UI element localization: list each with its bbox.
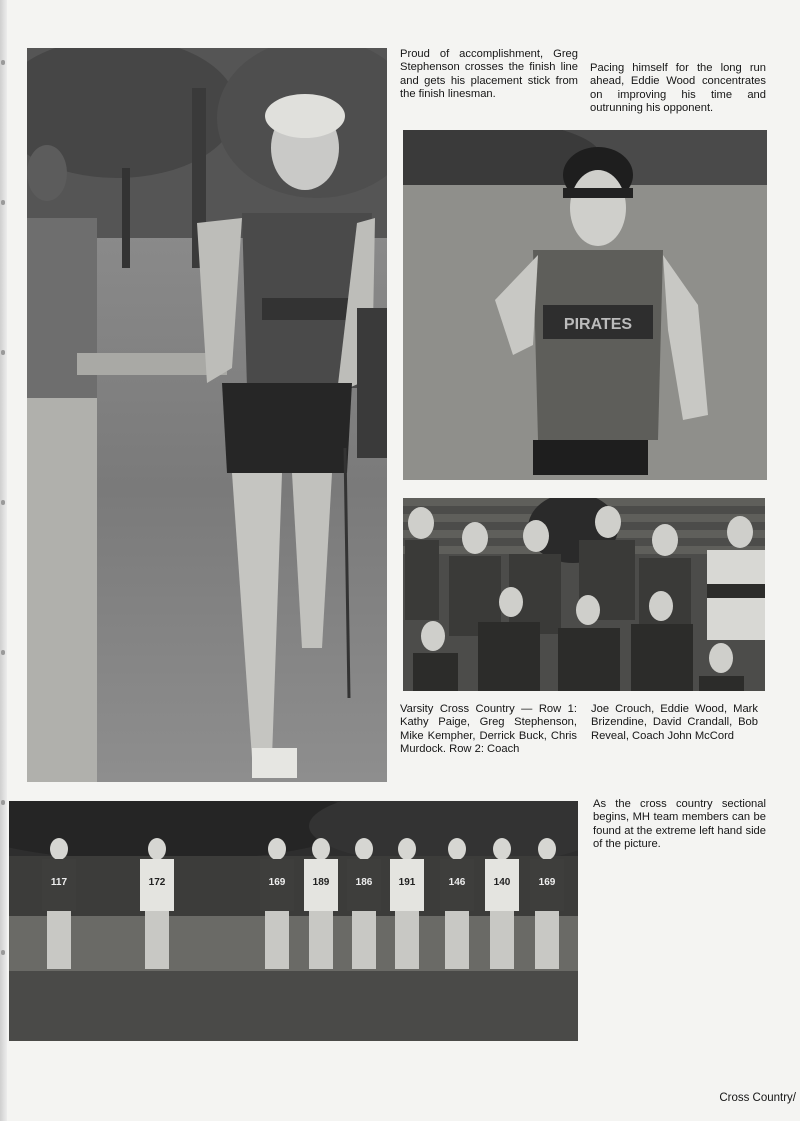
runner-legs — [352, 911, 376, 969]
team-caption-col2: Joe Crouch, Eddie Wood, Mark Brizendine, David Crandall, Bob Reveal, Coach John McCord — [591, 703, 758, 742]
runner-head — [312, 838, 330, 860]
runner-head — [268, 838, 286, 860]
runner-bib-number: 191 — [398, 877, 416, 888]
runner-legs — [309, 911, 333, 969]
runner-legs — [445, 911, 469, 969]
eddie-wood-photo — [403, 130, 767, 480]
runner-head — [398, 838, 416, 860]
runner-bib-number: 140 — [493, 877, 511, 888]
team-caption-lead: Varsity Cross Country — Row 1: — [400, 703, 577, 715]
page-folio: Cross Country/ — [719, 1092, 796, 1104]
team-caption-col1 — [400, 703, 577, 757]
runner-bib-number: 169 — [268, 877, 286, 888]
runner-legs — [145, 911, 169, 969]
runner-bib-number: 117 — [50, 877, 68, 888]
runner-bib-number: 172 — [148, 877, 166, 888]
race-start-photo — [9, 801, 578, 1041]
runner-head — [148, 838, 166, 860]
team-caption-names: Kathy Paige, Greg Stephenson, Mike Kempher, Derrick Buck, Chris Murdock. Row 2: Coach — [400, 716, 577, 756]
runner-head — [355, 838, 373, 860]
runner-legs — [265, 911, 289, 969]
runner-legs — [535, 911, 559, 969]
jersey-lettering: PIRATES — [563, 316, 633, 333]
eddie-wood-caption: Pacing himself for the long run ahead, Eddie Wood concentrates on improving his time and outrunning his opponent. — [590, 62, 766, 115]
runner-head — [448, 838, 466, 860]
runner-bib-number: 146 — [448, 877, 466, 888]
finish-line-caption: Proud of accomplishment, Greg Stephenson crosses the finish line and gets his placement stick from the finish linesman. — [400, 48, 578, 101]
runner-legs — [47, 911, 71, 969]
runner-head — [493, 838, 511, 860]
runner-head — [50, 838, 68, 860]
runner-bib-number: 169 — [538, 877, 556, 888]
team-photo — [403, 498, 765, 691]
runner-legs — [395, 911, 419, 969]
runner-bib-number: 186 — [355, 877, 373, 888]
sectional-caption: As the cross country sectional begins, MH team members can be found at the extreme left hand side of the picture. — [593, 798, 766, 851]
runner-bib-number: 189 — [312, 877, 330, 888]
runner-head — [538, 838, 556, 860]
binding-edge — [0, 0, 7, 1121]
finish-line-photo — [27, 48, 387, 782]
runner-legs — [490, 911, 514, 969]
